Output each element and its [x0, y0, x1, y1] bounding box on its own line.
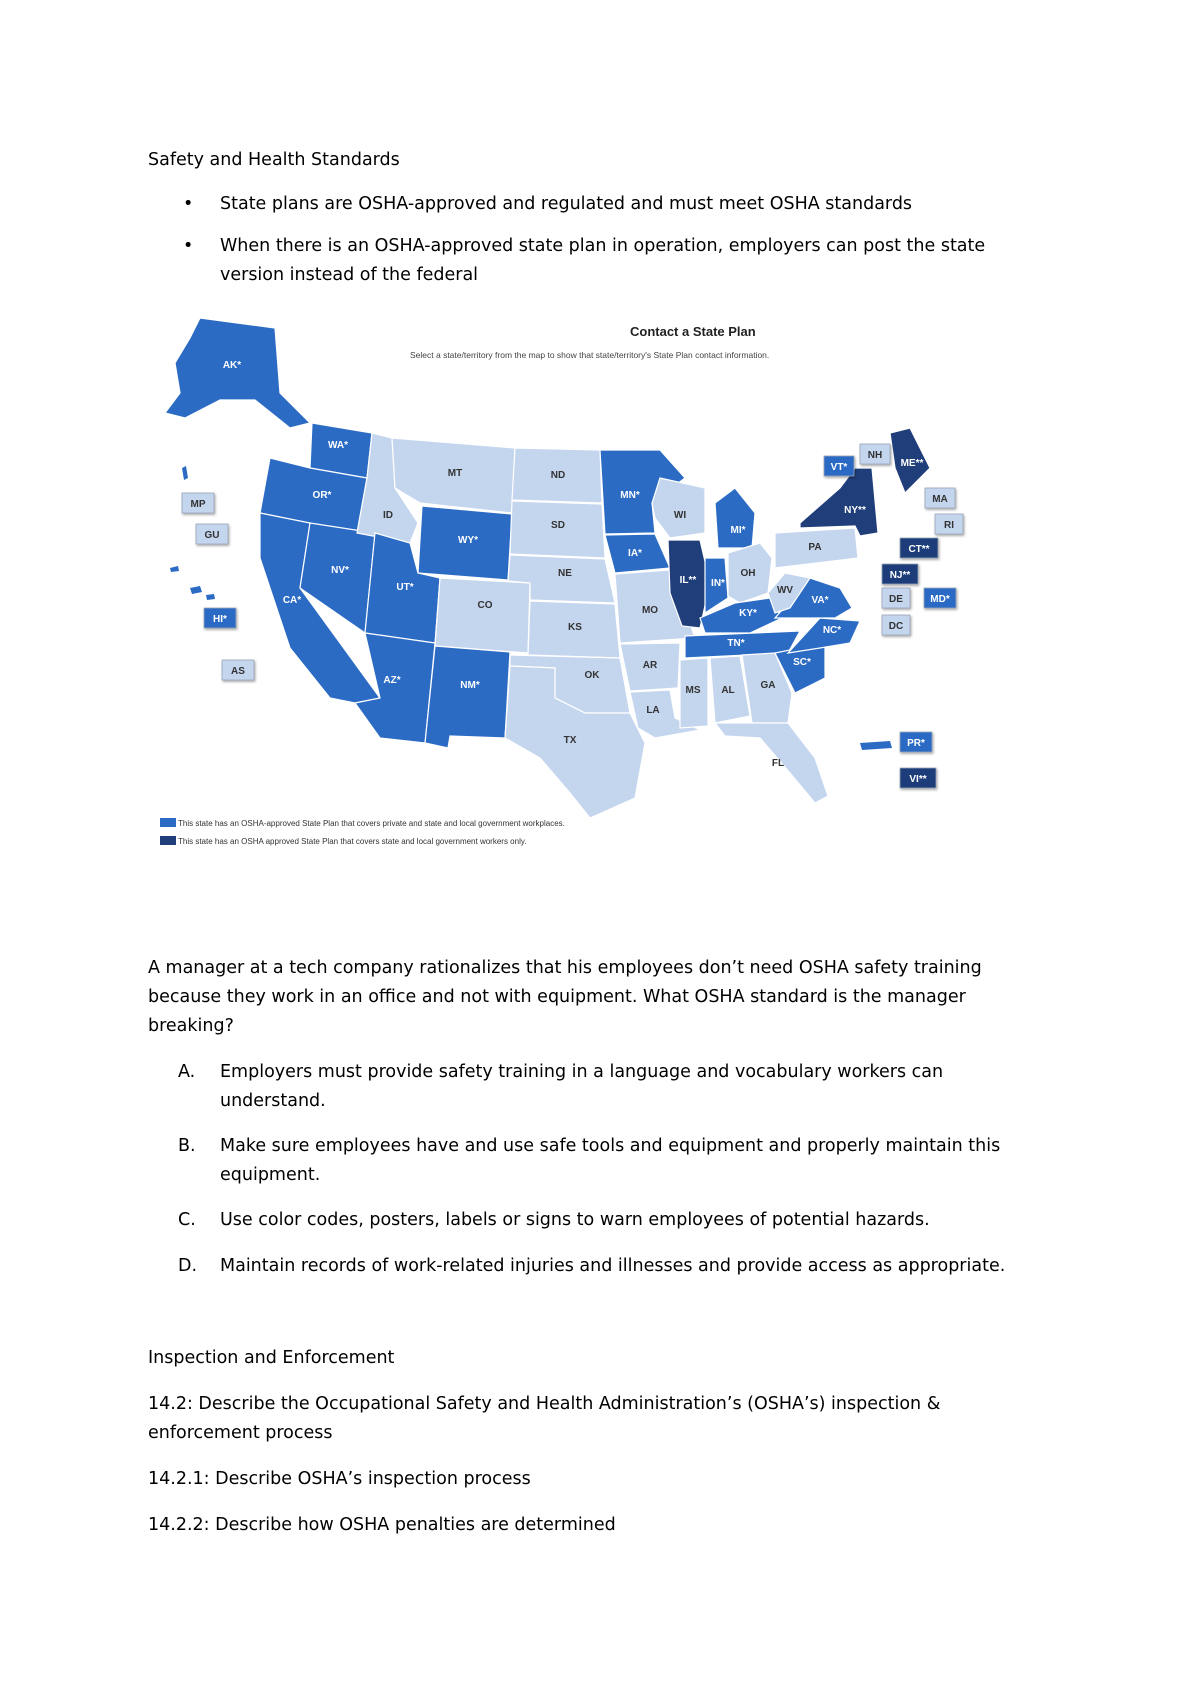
callout-label: NJ**	[889, 570, 911, 581]
state-label: LA	[646, 705, 660, 716]
state-mt[interactable]	[392, 438, 515, 513]
state-label: NE	[558, 568, 572, 579]
state-in[interactable]	[705, 558, 728, 613]
callout-ct[interactable]	[900, 538, 938, 558]
state-label: WI	[673, 510, 687, 521]
callout-gu[interactable]	[196, 524, 228, 544]
state-nc[interactable]	[788, 618, 860, 653]
state-label: NY**	[844, 505, 866, 516]
callout-hi[interactable]	[204, 608, 236, 628]
state-label: IL**	[679, 575, 697, 586]
callout-label: MP	[190, 499, 206, 510]
objective-14-2-line: enforcement process	[148, 1423, 333, 1443]
state-label: OH	[740, 568, 756, 579]
state-nd[interactable]	[512, 448, 602, 503]
callout-as[interactable]	[222, 660, 254, 680]
section-heading-standards: Safety and Health Standards	[148, 150, 400, 170]
state-label: KS	[568, 622, 582, 633]
option-text-line: equipment.	[220, 1165, 321, 1185]
island-shape	[206, 594, 215, 600]
state-mi[interactable]	[715, 488, 755, 548]
state-label: GA	[760, 680, 776, 691]
map-legend	[160, 818, 565, 846]
callout-label: MD*	[930, 594, 950, 605]
state-label: MN*	[620, 490, 640, 501]
state-wi[interactable]	[652, 478, 705, 538]
state-label: CO	[477, 600, 493, 611]
callout-nh[interactable]	[860, 444, 890, 464]
state-label: WY*	[458, 535, 478, 546]
callout-ri[interactable]	[935, 514, 963, 534]
bullet-text: When there is an OSHA-approved state plan in operation, employers can post the state version instead of the federal	[220, 236, 986, 285]
callout-de[interactable]	[882, 588, 910, 608]
state-label: NC*	[822, 625, 842, 636]
callout-label: RI	[944, 520, 954, 531]
states-layer	[165, 318, 930, 818]
state-label: PA	[808, 542, 822, 553]
callout-label: PR*	[907, 738, 925, 749]
state-label: ND	[550, 470, 566, 481]
option-text-line: Use color codes, posters, labels or signs to warn employees of potential hazards.	[220, 1210, 930, 1230]
callout-label: NH	[867, 450, 883, 461]
state-label: MO	[641, 605, 659, 616]
state-label: TN*	[727, 638, 745, 649]
state-sd[interactable]	[510, 501, 605, 558]
state-ks[interactable]	[528, 601, 620, 658]
callout-label: GU	[204, 530, 220, 541]
callout-label: MA	[932, 494, 948, 505]
question-stem-line: A manager at a tech company rationalizes that his employees don’t need OSHA safety training	[148, 958, 982, 978]
state-label: SD	[551, 520, 565, 531]
legend-text-full: This state has an OSHA-approved State Plan that covers private and state and local government workplaces.	[178, 819, 565, 828]
callout-pr[interactable]	[900, 732, 932, 752]
bullet-marker: •	[183, 194, 194, 214]
callout-label: DE	[889, 594, 903, 605]
state-label: AK*	[222, 360, 242, 371]
callout-nj[interactable]	[882, 564, 918, 584]
state-plan-map-figure	[160, 318, 1060, 928]
state-label: WV	[776, 585, 794, 596]
objective-14-2-2: 14.2.2: Describe how OSHA penalties are determined	[148, 1515, 616, 1535]
option-text-line: understand.	[220, 1091, 326, 1111]
state-plan-map	[160, 318, 1060, 928]
state-shape[interactable]	[425, 646, 510, 748]
state-shape[interactable]	[715, 488, 755, 548]
option-letter: D.	[178, 1256, 198, 1276]
state-label: MT	[447, 468, 463, 479]
state-label: OR*	[312, 490, 332, 501]
option-letter: A.	[178, 1062, 196, 1082]
legend-swatch-full	[160, 818, 176, 827]
state-label: SC*	[793, 657, 811, 668]
state-ia[interactable]	[605, 534, 670, 573]
state-ak[interactable]	[165, 318, 310, 428]
state-co[interactable]	[435, 578, 530, 653]
objective-14-2-1: 14.2.1: Describe OSHA’s inspection process	[148, 1469, 531, 1489]
question-stem-line: because they work in an office and not with equipment. What OSHA standard is the manager	[148, 987, 966, 1007]
section-heading-inspection: Inspection and Enforcement	[148, 1348, 395, 1368]
state-label: TX	[563, 735, 577, 746]
option-letter: B.	[178, 1136, 196, 1156]
state-label: AL	[721, 685, 735, 696]
callout-label: AS	[231, 666, 245, 677]
state-ms[interactable]	[680, 658, 708, 728]
state-wy[interactable]	[418, 506, 512, 580]
option-text-line: Make sure employees have and use safe tools and equipment and properly maintain this	[220, 1136, 1001, 1156]
bullet-marker: •	[183, 236, 194, 256]
state-label: MS	[685, 685, 701, 696]
question-stem-line: breaking?	[148, 1016, 234, 1036]
callout-vt[interactable]	[824, 456, 854, 476]
state-oh[interactable]	[728, 543, 772, 603]
state-pa[interactable]	[775, 528, 858, 568]
state-label: CA*	[282, 595, 302, 606]
state-label: MI*	[730, 525, 746, 536]
option-text-line: Maintain records of work-related injuries and illnesses and provide access as appropriate.	[220, 1256, 1006, 1276]
state-label: KY*	[739, 608, 757, 619]
callout-label: HI*	[213, 614, 227, 625]
state-fl[interactable]	[715, 723, 828, 803]
legend-text-gov-only: This state has an OSHA approved State Plan that covers state and local government workers only.	[178, 837, 527, 846]
callout-md[interactable]	[924, 588, 956, 608]
option-text-line: Employers must provide safety training in a language and vocabulary workers can	[220, 1062, 944, 1082]
state-shape[interactable]	[165, 318, 310, 428]
callout-vi[interactable]	[900, 768, 936, 788]
callout-ma[interactable]	[925, 488, 955, 508]
state-label: ME**	[900, 458, 924, 469]
state-label: FL	[771, 758, 785, 769]
state-ar[interactable]	[620, 643, 680, 691]
island-shape	[182, 466, 188, 480]
callout-label: VT*	[830, 462, 848, 473]
map-title: Contact a State Plan	[630, 324, 756, 339]
legend-swatch-gov-only	[160, 836, 176, 845]
state-shape[interactable]	[435, 578, 530, 653]
state-label: IN*	[711, 578, 725, 589]
state-shape[interactable]	[800, 468, 878, 536]
island-shape	[170, 566, 179, 572]
state-label: NM*	[460, 680, 480, 691]
state-shape[interactable]	[652, 478, 705, 538]
bullet-text: State plans are OSHA-approved and regulated and must meet OSHA standards	[220, 194, 913, 214]
state-label: NV*	[331, 565, 349, 576]
state-label: WA*	[328, 440, 348, 451]
state-label: IA*	[628, 548, 642, 559]
island-shape	[860, 741, 892, 750]
state-nm[interactable]	[425, 646, 510, 748]
objective-14-2-line: 14.2: Describe the Occupational Safety and Health Administration’s (OSHA’s) inspection &	[148, 1394, 941, 1414]
callout-label: DC	[888, 621, 904, 632]
state-label: UT*	[396, 582, 414, 593]
callout-dc[interactable]	[882, 615, 910, 635]
state-me[interactable]	[890, 428, 930, 493]
state-label: AR	[642, 660, 658, 671]
state-label: AZ*	[383, 675, 401, 686]
state-ny[interactable]	[800, 468, 878, 536]
state-label: OK	[584, 670, 600, 681]
state-label: VA*	[811, 595, 829, 606]
island-shape	[190, 586, 202, 594]
state-label: ID	[383, 510, 393, 521]
callout-label: VI**	[909, 774, 927, 785]
callout-mp[interactable]	[182, 493, 214, 513]
option-letter: C.	[178, 1210, 196, 1230]
map-subtitle: Select a state/territory from the map to show that state/territory's State Plan contact information.	[410, 350, 770, 360]
callout-label: CT**	[908, 544, 930, 555]
